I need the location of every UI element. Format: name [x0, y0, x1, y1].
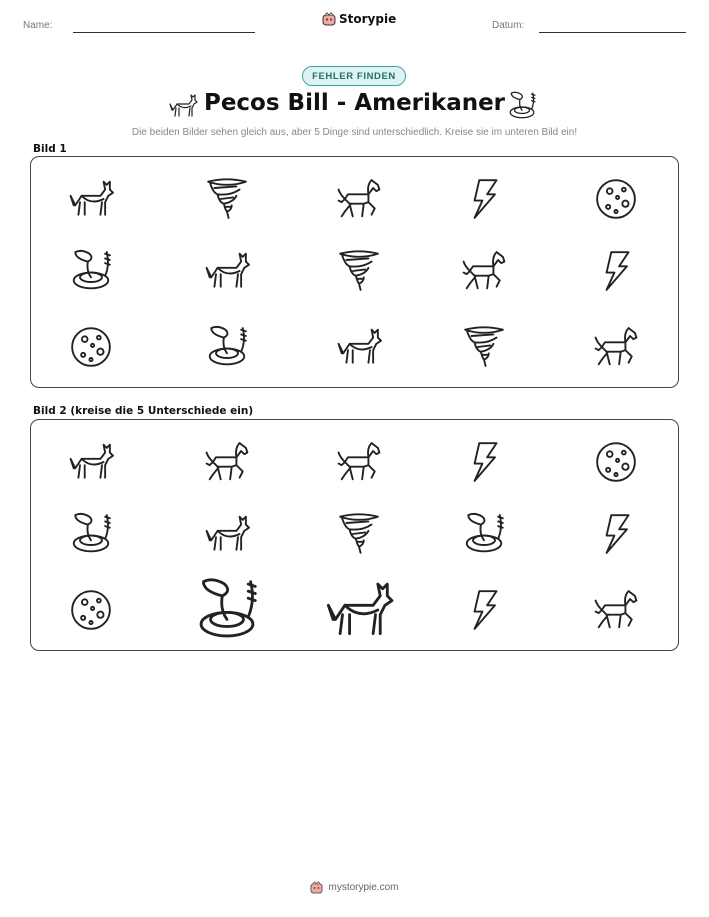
- picture-item-moon[interactable]: [594, 440, 638, 484]
- storypie-logo-icon: [310, 881, 323, 894]
- snake-icon: [194, 577, 260, 643]
- picture-item-tornado[interactable]: [337, 249, 381, 293]
- picture-item-snake[interactable]: [69, 512, 113, 556]
- picture2-label: Bild 2 (kreise die 5 Unterschiede ein): [33, 405, 254, 417]
- wolf-icon: [69, 177, 113, 221]
- picture-item-snake[interactable]: [462, 512, 506, 556]
- picture1-panel: [30, 156, 679, 388]
- horse-icon: [594, 588, 638, 632]
- snake-icon: [69, 512, 113, 556]
- picture-item-moon[interactable]: [594, 177, 638, 221]
- lightning-icon: [462, 588, 506, 632]
- picture-item-lightning[interactable]: [462, 440, 506, 484]
- horse-icon: [594, 325, 638, 369]
- picture-item-lightning[interactable]: [462, 177, 506, 221]
- wolf-icon: [168, 92, 198, 120]
- date-label: Datum:: [492, 20, 525, 31]
- footer-url[interactable]: mystorypie.com: [328, 882, 399, 893]
- horse-icon: [337, 177, 381, 221]
- brand-logo: [322, 12, 396, 26]
- picture-item-tornado[interactable]: [205, 177, 249, 221]
- snake-icon: [462, 512, 506, 556]
- picture-item-snake[interactable]: [69, 249, 113, 293]
- picture-item-horse[interactable]: [594, 588, 638, 632]
- picture-item-horse[interactable]: [205, 440, 249, 484]
- picture-item-wolf[interactable]: [69, 177, 113, 221]
- picture-item-snake[interactable]: [194, 577, 260, 643]
- horse-icon: [205, 440, 249, 484]
- storypie-logo-icon: [322, 12, 336, 26]
- lightning-icon: [462, 440, 506, 484]
- picture-item-lightning[interactable]: [594, 512, 638, 556]
- moon-icon: [594, 177, 638, 221]
- snake-icon: [507, 91, 537, 121]
- wolf-icon: [205, 512, 249, 556]
- date-line[interactable]: [539, 32, 686, 33]
- moon-icon: [594, 440, 638, 484]
- snake-icon: [205, 325, 249, 369]
- picture-item-lightning[interactable]: [462, 588, 506, 632]
- picture2-panel[interactable]: [30, 419, 679, 651]
- tornado-icon: [337, 512, 381, 556]
- picture-item-wolf[interactable]: [205, 249, 249, 293]
- moon-icon: [69, 588, 113, 632]
- tornado-icon: [205, 177, 249, 221]
- picture-item-snake[interactable]: [205, 325, 249, 369]
- tornado-icon: [337, 249, 381, 293]
- name-label: Name:: [23, 20, 53, 31]
- wolf-icon: [326, 577, 392, 643]
- picture1-label: Bild 1: [33, 143, 67, 155]
- name-line[interactable]: [73, 32, 255, 33]
- footer: [0, 881, 709, 894]
- picture-item-horse[interactable]: [462, 249, 506, 293]
- picture-item-moon[interactable]: [69, 325, 113, 369]
- horse-icon: [337, 440, 381, 484]
- picture-item-wolf[interactable]: [69, 440, 113, 484]
- picture-item-wolf[interactable]: [337, 325, 381, 369]
- lightning-icon: [462, 177, 506, 221]
- picture-item-horse[interactable]: [337, 440, 381, 484]
- picture-item-wolf[interactable]: [205, 512, 249, 556]
- moon-icon: [69, 325, 113, 369]
- wolf-icon: [69, 440, 113, 484]
- page-title: Pecos Bill - Amerikaner: [203, 90, 506, 116]
- lightning-icon: [594, 512, 638, 556]
- picture-item-tornado[interactable]: [462, 325, 506, 369]
- tornado-icon: [462, 325, 506, 369]
- lightning-icon: [594, 249, 638, 293]
- instructions: Die beiden Bilder sehen gleich aus, aber 5 Dinge sind unterschiedlich. Kreise sie im unteren Bild ein!: [131, 127, 578, 138]
- picture-item-tornado[interactable]: [337, 512, 381, 556]
- picture-item-horse[interactable]: [594, 325, 638, 369]
- picture-item-lightning[interactable]: [594, 249, 638, 293]
- wolf-icon: [205, 249, 249, 293]
- picture-item-horse[interactable]: [337, 177, 381, 221]
- worksheet-type-badge: FEHLER FINDEN: [302, 66, 406, 86]
- snake-icon: [69, 249, 113, 293]
- picture-item-moon[interactable]: [69, 588, 113, 632]
- wolf-icon: [337, 325, 381, 369]
- horse-icon: [462, 249, 506, 293]
- picture-item-wolf[interactable]: [326, 577, 392, 643]
- brand-name: Storypie: [339, 12, 397, 26]
